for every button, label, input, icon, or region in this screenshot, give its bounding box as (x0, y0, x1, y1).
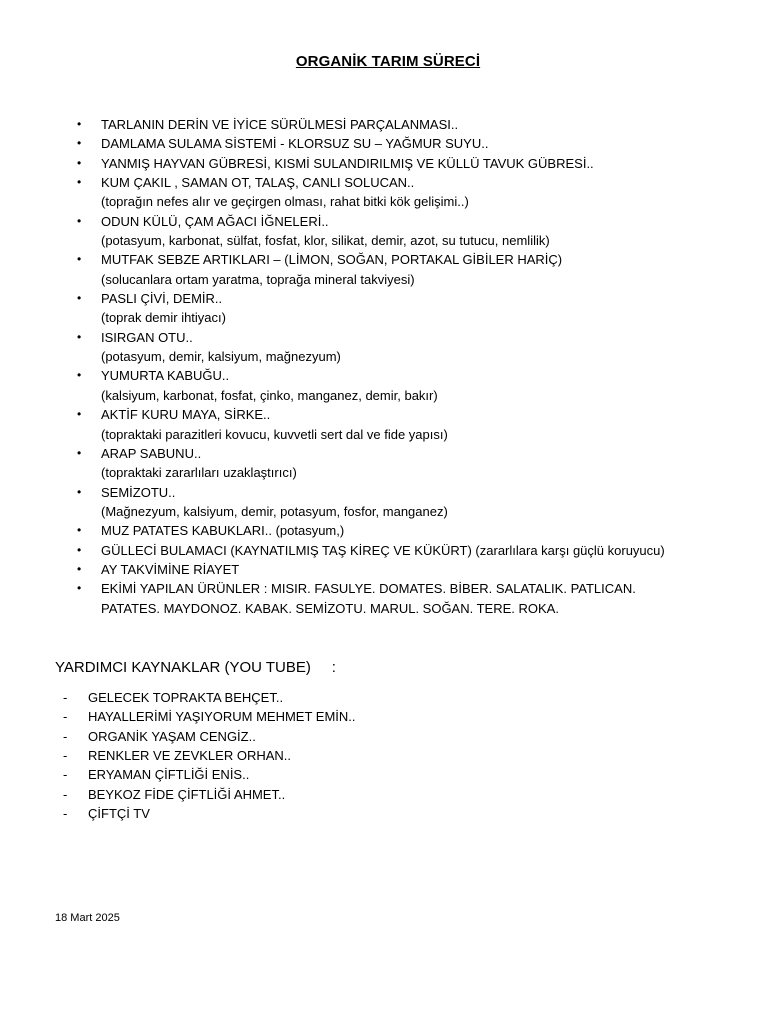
list-item-text-continued: PATATES. MAYDONOZ. KABAK. SEMİZOTU. MARUL. SOĞAN. TERE. ROKA. (101, 600, 559, 616)
bullet-icon: • (77, 581, 82, 596)
dash-icon: - (63, 748, 68, 764)
list-item-note: (solucanlara ortam yaratma, toprağa mineral takviyesi) (101, 271, 415, 287)
bullet-icon: • (77, 368, 82, 383)
list-item-note: (kalsiyum, karbonat, fosfat, çinko, manganez, demir, bakır) (101, 387, 438, 403)
bullet-icon: • (77, 445, 82, 460)
list-item-text: MUZ PATATES KABUKLARI.. (potasyum,) (101, 523, 345, 539)
list-item-text: YANMIŞ HAYVAN GÜBRESİ, KISMİ SULANDIRILMIŞ VE KÜLLÜ TAVUK GÜBRESİ.. (101, 155, 594, 171)
list-item (0, 173, 768, 212)
list-item-text: GÜLLECİ BULAMACI (KAYNATILMIŞ TAŞ KİREÇ VE KÜKÜRT) (zararlılara karşı güçlü koruyucu) (101, 542, 665, 558)
list-item (0, 804, 768, 823)
dash-icon: - (63, 806, 68, 822)
bullet-icon: • (77, 291, 82, 306)
list-item-text: EKİMİ YAPILAN ÜRÜNLER : MISIR. FASULYE. DOMATES. BİBER. SALATALIK. PATLICAN. (101, 581, 636, 597)
dash-icon: - (63, 728, 68, 744)
list-item (0, 541, 768, 560)
list-item (0, 366, 768, 405)
resources-list (0, 688, 768, 823)
list-item (0, 785, 768, 804)
list-item-text: KUM ÇAKIL , SAMAN OT, TALAŞ, CANLI SOLUCAN.. (101, 175, 415, 191)
resources-heading: YARDIMCI KAYNAKLAR (YOU TUBE) : (55, 659, 336, 676)
list-item-text: ODUN KÜLÜ, ÇAM AĞACI İĞNELERİ.. (101, 213, 329, 229)
dash-icon: - (63, 767, 68, 783)
resource-name: ORGANİK YAŞAM CENGİZ.. (88, 728, 256, 744)
list-item-text: DAMLAMA SULAMA SİSTEMİ - KLORSUZ SU – YAĞMUR SUYU.. (101, 136, 489, 152)
bullet-icon: • (77, 136, 82, 151)
list-item (0, 134, 768, 153)
list-item-note: (Mağnezyum, kalsiyum, demir, potasyum, fosfor, manganez) (101, 503, 448, 519)
dash-icon: - (63, 786, 68, 802)
bullet-icon: • (77, 561, 82, 576)
bullet-icon: • (77, 117, 82, 131)
list-item-note: (toprağın nefes alır ve geçirgen olması, rahat bitki kök gelişimi..) (101, 194, 469, 210)
bullet-icon: • (77, 542, 82, 557)
list-item (0, 765, 768, 784)
list-item-text: ISIRGAN OTU.. (101, 329, 193, 345)
bullet-icon: • (77, 252, 82, 267)
list-item (0, 212, 768, 251)
list-item-text: ARAP SABUNU.. (101, 445, 202, 461)
list-item (0, 328, 768, 367)
list-item (0, 521, 768, 540)
resource-name: ÇİFTÇİ TV (88, 806, 150, 822)
list-item-text: PASLI ÇİVİ, DEMİR.. (101, 291, 223, 307)
list-item-note: (potasyum, demir, kalsiyum, mağnezyum) (101, 349, 341, 365)
process-steps-list (0, 115, 768, 618)
document-title: ORGANİK TARIM SÜRECİ (295, 53, 481, 70)
list-item (0, 250, 768, 289)
bullet-icon: • (77, 175, 82, 190)
bullet-icon: • (77, 155, 82, 170)
resource-name: RENKLER VE ZEVKLER ORHAN.. (88, 748, 291, 764)
dash-icon: - (63, 690, 68, 705)
list-item (0, 707, 768, 726)
bullet-icon: • (77, 329, 82, 344)
list-item-text: AKTİF KURU MAYA, SİRKE.. (101, 407, 271, 423)
list-item (0, 727, 768, 746)
list-item (0, 289, 768, 328)
dash-icon: - (63, 709, 68, 725)
resource-name: BEYKOZ FİDE ÇİFTLİĞİ AHMET.. (88, 786, 286, 802)
list-item-text: TARLANIN DERİN VE İYİCE SÜRÜLMESİ PARÇALANMASI.. (101, 117, 459, 132)
list-item (0, 405, 768, 444)
list-item-note: (topraktaki zararlıları uzaklaştırıcı) (101, 465, 297, 481)
list-item-note: (topraktaki parazitleri kovucu, kuvvetli sert dal ve fide yapısı) (101, 426, 448, 442)
list-item-text: AY TAKVİMİNE RİAYET (101, 561, 240, 577)
list-item-text: YUMURTA KABUĞU.. (101, 368, 230, 384)
list-item-note: (toprak demir ihtiyacı) (101, 310, 226, 326)
list-item-text: MUTFAK SEBZE ARTIKLARI – (LİMON, SOĞAN, PORTAKAL GİBİLER HARİÇ) (101, 252, 563, 268)
list-item-note: (potasyum, karbonat, sülfat, fosfat, klor, silikat, demir, azot, su tutucu, nemlilik) (101, 233, 550, 249)
list-item (0, 154, 768, 173)
bullet-icon: • (77, 523, 82, 538)
bullet-icon: • (77, 484, 82, 499)
list-item (0, 688, 768, 707)
list-item-text: SEMİZOTU.. (101, 484, 176, 500)
resource-name: HAYALLERİMİ YAŞIYORUM MEHMET EMİN.. (88, 709, 356, 725)
list-item (0, 579, 768, 618)
list-item (0, 560, 768, 579)
bullet-icon: • (77, 213, 82, 228)
list-item (0, 483, 768, 522)
resource-name: ERYAMAN ÇİFTLİĞİ ENİS.. (88, 767, 250, 783)
document-date: 18 Mart 2025 (55, 912, 120, 924)
bullet-icon: • (77, 407, 82, 422)
list-item (0, 115, 768, 134)
list-item (0, 746, 768, 765)
resource-name: GELECEK TOPRAKTA BEHÇET.. (88, 690, 284, 705)
list-item (0, 444, 768, 483)
